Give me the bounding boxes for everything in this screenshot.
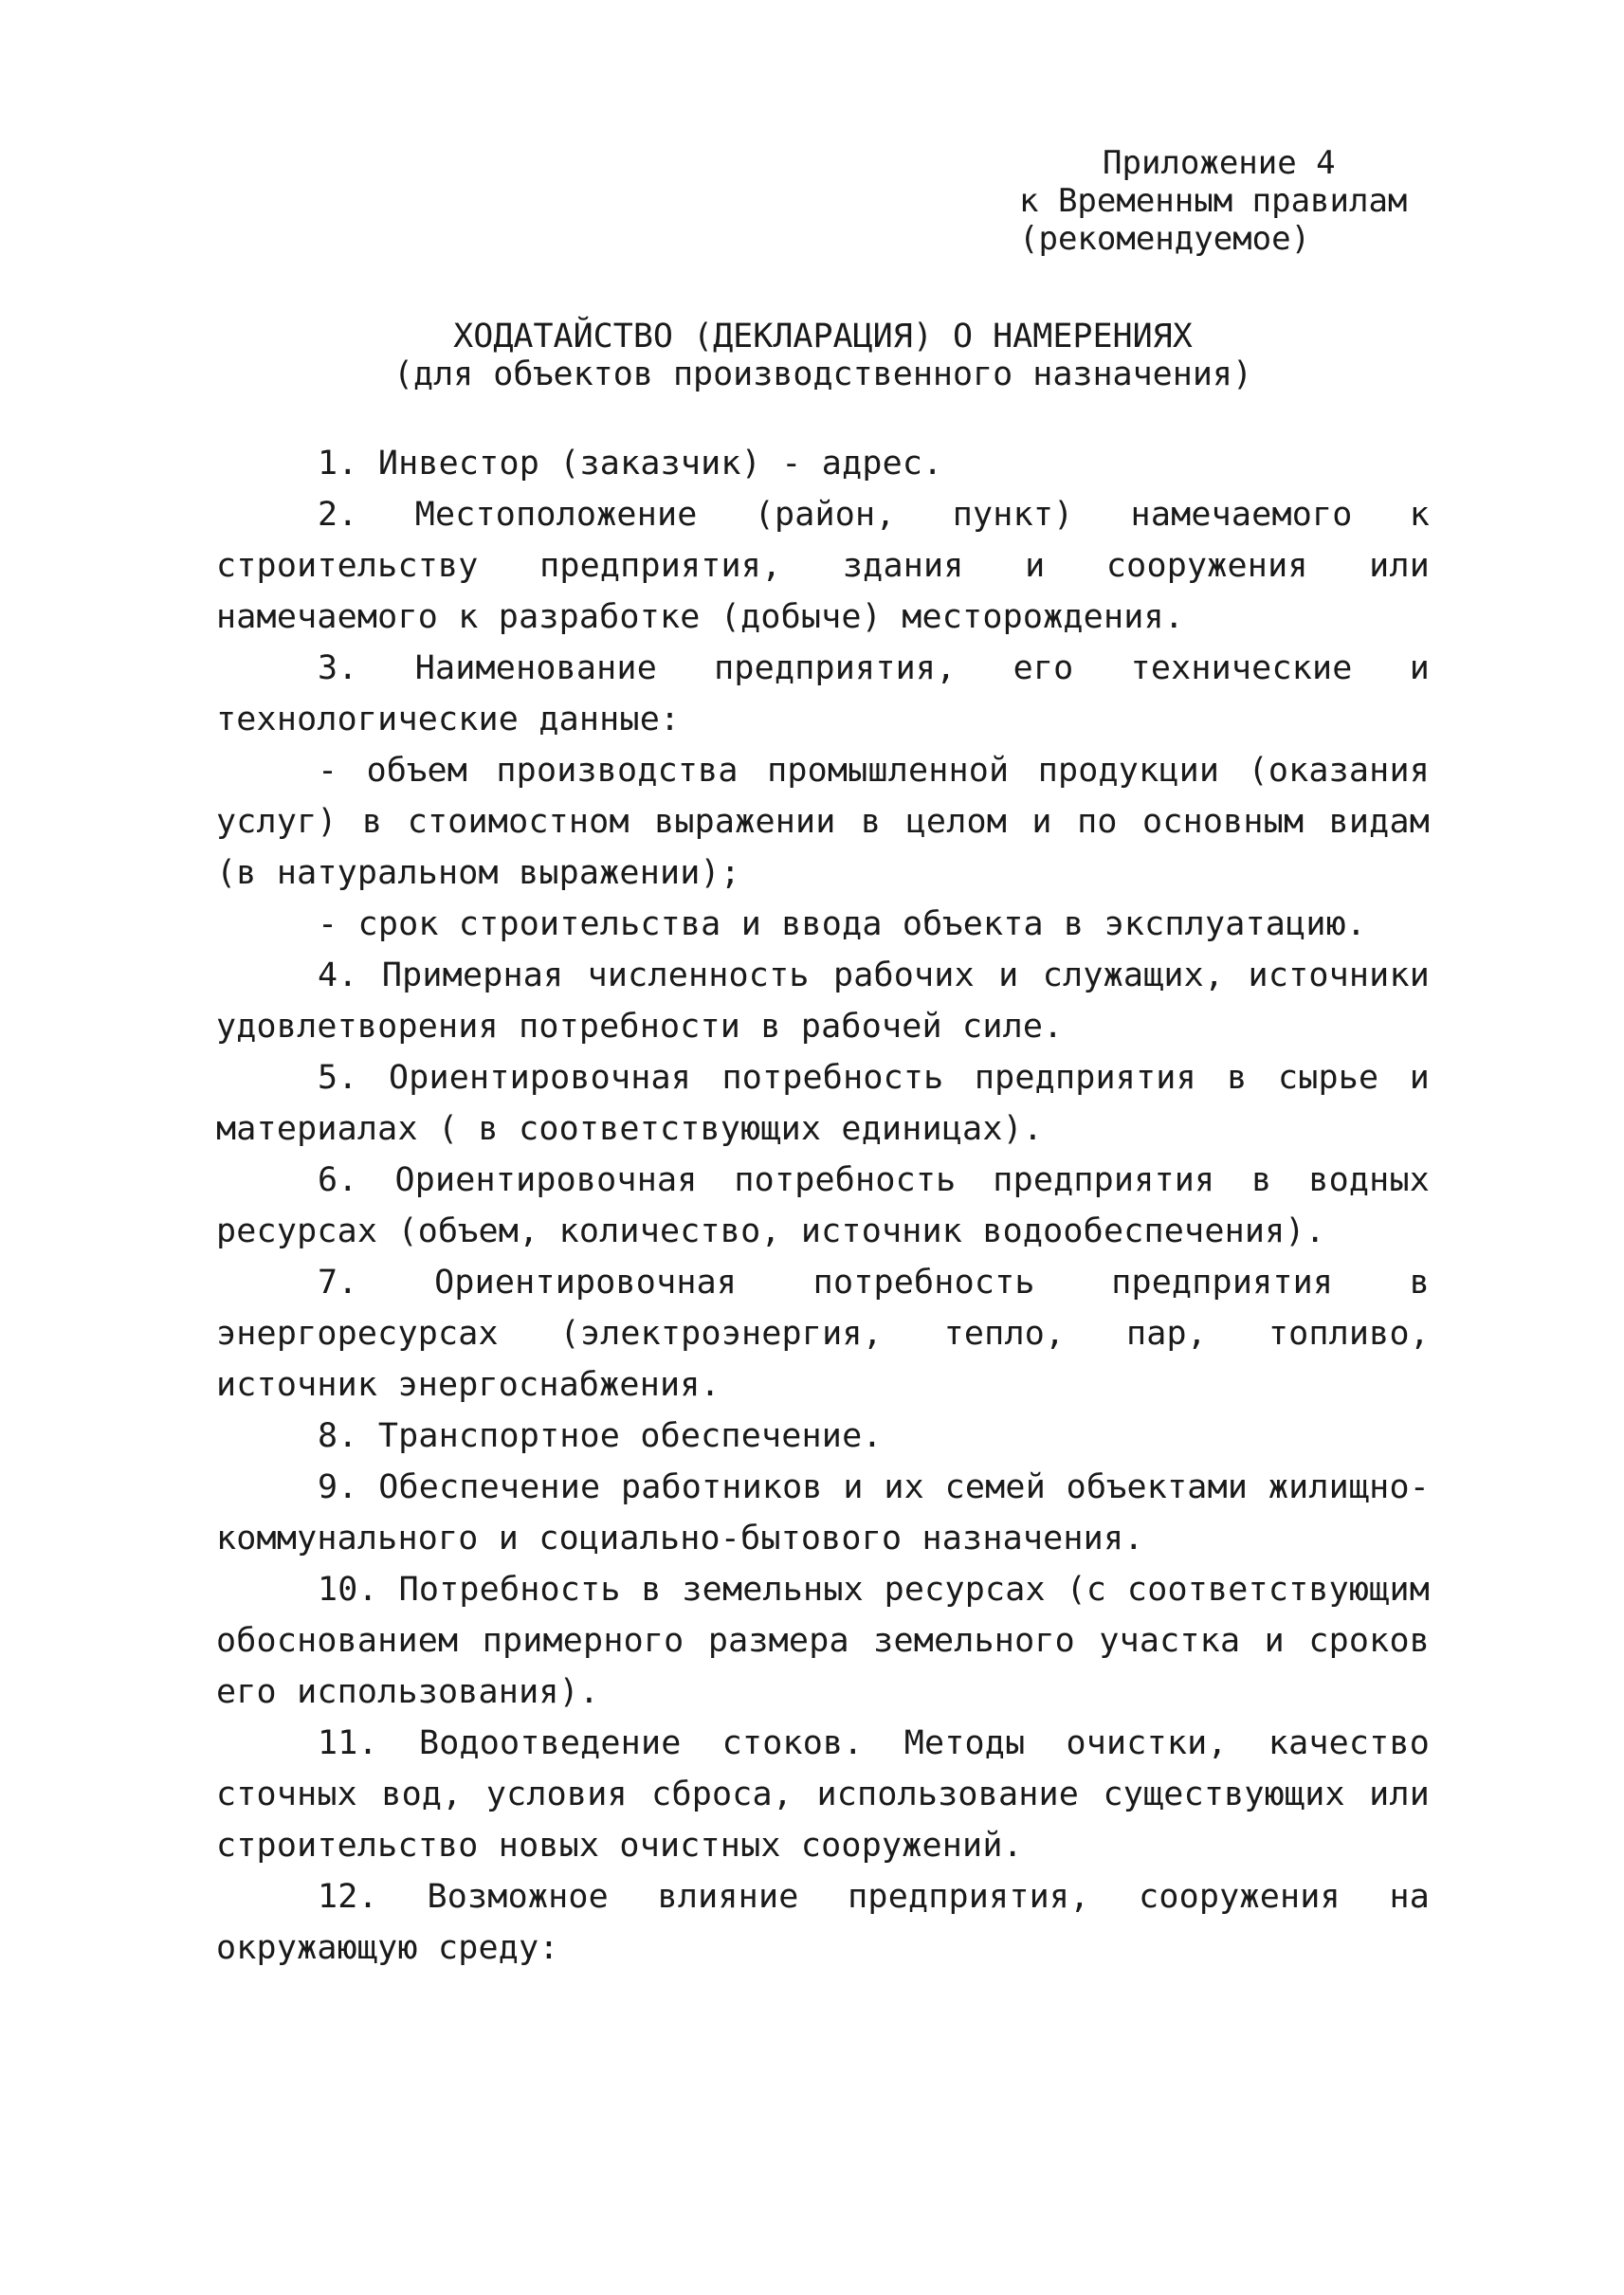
document-title <box>216 318 1430 393</box>
appendix-reference: к Временным правилам <box>1019 182 1408 220</box>
appendix-number: Приложение 4 <box>1103 144 1336 182</box>
paragraph-5: 5. Ориентировочная потребность предприятия в сырье и материалах ( в соответствующих единицах). <box>216 1059 1430 1148</box>
paragraph-6: 6. Ориентировочная потребность предприятия в водных ресурсах (объем, количество, источник водообеспечения). <box>216 1161 1430 1250</box>
appendix-status: (рекомендуемое) <box>1019 220 1311 258</box>
paragraph-1: 1. Инвестор (заказчик) - адрес. <box>318 445 943 483</box>
paragraph-2: 2. Местоположение (район, пункт) намечаемого к строительству предприятия, здания и сооружения или намечаемого к разработке (добыче) месторождения. <box>216 496 1430 636</box>
paragraph-10: 10. Потребность в земельных ресурсах (с соответствующим обоснованием примерного размера земельного участка и сроков его использования). <box>216 1571 1430 1711</box>
document-body <box>216 438 1430 1974</box>
paragraph-12: 12. Возможное влияние предприятия, сооружения на окружающую среду: <box>216 1878 1430 1967</box>
paragraph-3-item-term: - срок строительства и ввода объекта в эксплуатацию. <box>318 905 1367 943</box>
paragraph-11: 11. Водоотведение стоков. Методы очистки, качество сточных вод, условия сброса, использование существующих или строительство новых очистных сооружений. <box>216 1724 1430 1865</box>
paragraph-9: 9. Обеспечение работников и их семей объектами жилищно-коммунального и социально-бытового назначения. <box>216 1468 1430 1557</box>
paragraph-3: 3. Наименование предприятия, его технические и технологические данные: <box>216 649 1430 738</box>
paragraph-7: 7. Ориентировочная потребность предприятия в энергоресурсах (электроэнергия, тепло, пар, топливо, источник энергоснабжения. <box>216 1264 1430 1404</box>
appendix-header <box>1019 144 1550 258</box>
title-main: ХОДАТАЙСТВО (ДЕКЛАРАЦИЯ) О НАМЕРЕНИЯХ <box>453 318 1193 355</box>
paragraph-4: 4. Примерная численность рабочих и служащих, источники удовлетворения потребности в рабочей силе. <box>216 956 1430 1046</box>
paragraph-3-item-volume: - объем производства промышленной продукции (оказания услуг) в стоимостном выражении в целом и по основным видам (в натуральном выражении); <box>216 752 1430 892</box>
title-subtitle: (для объектов производственного назначения) <box>392 355 1253 393</box>
paragraph-8: 8. Транспортное обеспечение. <box>318 1417 883 1455</box>
